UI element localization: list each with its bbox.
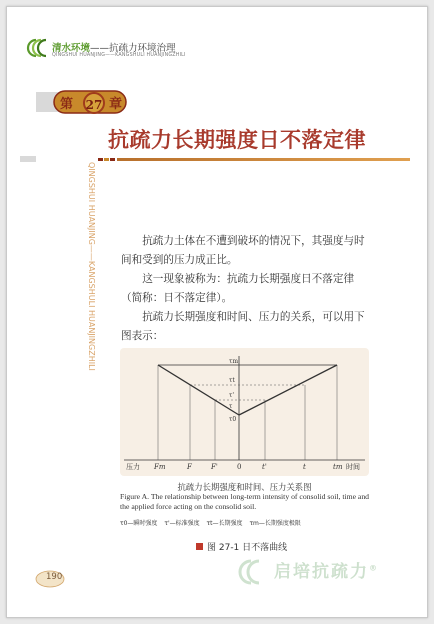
legend-item: τm—长期强度极限 [249,520,301,527]
header-en-dash: —— [105,53,116,58]
x-tick-tm: tm [333,463,343,471]
strength-chart [120,348,369,476]
header-english [52,53,186,58]
figure-label [196,540,287,553]
header-series-en: QINGSHUI HUANJING [52,53,106,58]
title-bar-dot [98,158,103,161]
header-title [52,40,176,54]
watermark-text [274,557,379,582]
y-tick-t0: τ0 [229,416,237,423]
chart-background [120,348,369,476]
chapter-title: 抗疏力长期强度日不落定律 [108,127,366,152]
chart-caption-cn: 抗疏力长期强度和时间、压力关系图 [177,482,312,492]
paragraph-3: 抗疏力长期强度和时间、压力的关系，可以用下图表示： [121,311,365,342]
registered-mark: ® [369,563,379,573]
chapter-number: 27 [83,92,105,114]
figure-label-text: 图 27-1 日不落曲线 [207,543,288,553]
paragraph-2: 这一现象被称为：抗疏力长期强度日不落定律（简称：日不落定律）。 [121,273,355,304]
chapter-suffix: 章 [109,97,123,112]
right-axis-label: 时间 [346,463,360,471]
side-vertical-text [86,160,98,380]
stripe-decoration [20,156,36,162]
y-tick-t-prime: τ' [229,392,234,399]
y-tick-tm: τm [229,358,239,365]
rings-logo-icon [22,38,52,58]
pressure-strength-line [158,365,239,415]
page-number: 190 [46,572,63,582]
x-tick-t-prime: t' [262,463,267,471]
time-strength-line [239,365,337,415]
x-tick-f-prime: F' [211,463,218,471]
legend-item: τ'—标准强度 [164,520,200,527]
title-bar-dot [104,158,109,161]
title-underline [117,158,410,161]
header-series: 清水环境 [52,43,91,54]
left-axis-label: 压力 [126,463,140,471]
x-tick-t: t [303,463,306,471]
title-bar-dot [110,158,115,161]
header-dash: —— [90,43,110,54]
header-subtitle-en: KANGSHULI HUANJINGZHILI [115,53,186,58]
x-tick-f: F [187,463,192,471]
watermark-logo-icon [237,558,271,586]
chapter-prefix: 第 [60,97,74,112]
legend-item: τ0—瞬时强度 [120,520,158,527]
header-subtitle: 抗疏力环境治理 [109,43,176,54]
x-tick-fm: Fm [154,463,166,471]
watermark-brand: 启培抗疏力 [274,562,369,582]
chart-legend [120,518,380,527]
y-tick-tt: τt [229,377,235,384]
side-text: QINGSHUI HUANJING——KANGSHULI HUANJINGZHILI [87,162,96,371]
legend-item: τt—长期强度 [206,520,243,527]
red-square-icon [196,543,203,550]
chart-caption-en: Figure A. The relationship between long-term intensity of consolid soil, time and the applied force acting on the consolid soil. [120,492,370,511]
y-tick-t: τ [229,403,233,410]
x-tick-zero: 0 [237,463,242,471]
paragraph-1: 抗疏力土体在不遭到破坏的情况下，其强度与时间和受到的压力成正比。 [121,235,365,266]
